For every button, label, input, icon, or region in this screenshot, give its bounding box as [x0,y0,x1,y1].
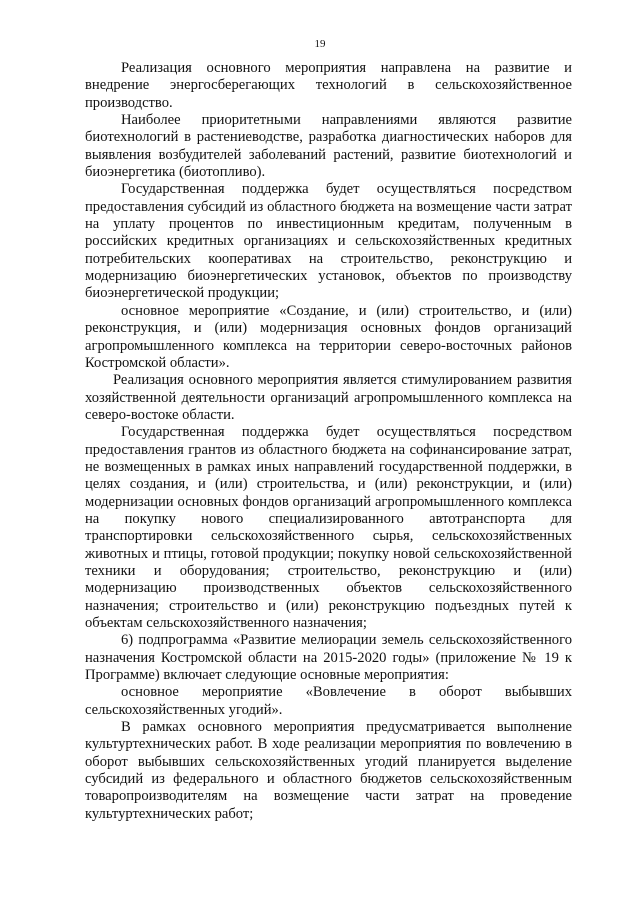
paragraph: Государственная поддержка будет осуществляться посредством предоставления субсидий из областного бюджета на возмещение части затрат на уплату процентов по инвестиционным кредитам, полученным в российских кредитных организациях и сельскохозяйственных кредитных потребительских кооперативах на строительство, реконструкцию и модернизацию биоэнергетических установок, объектов по производству биоэнергетической продукции; [85,181,572,302]
paragraph: Наиболее приоритетными направлениями являются развитие биотехнологий в растениеводстве, разработка диагностических наборов для выявления возбудителей заболеваний растений, развитие биотехнологий и биоэнергетика (биотопливо). [85,112,572,181]
paragraph: 6) подпрограмма «Развитие мелиорации земель сельскохозяйственного назначения Костромской области на 2015-2020 годы» (приложение № 19 к Программе) включает следующие основные мероприятия: [85,632,572,684]
document-body [85,60,572,823]
paragraph: В рамках основного мероприятия предусматривается выполнение культуртехнических работ. В ходе реализации мероприятия по вовлечению в оборот выбывших сельскохозяйственных угодий планируется выделение субсидий из федерального и областного бюджетов сельскохозяйственным товаропроизводителям на возмещение части затрат на проведение культуртехнических работ; [85,719,572,822]
page-number: 19 [314,38,326,50]
paragraph: основное мероприятие «Создание, и (или) строительство, и (или) реконструкция, и (или) модернизация основных фондов организаций агропромышленного комплекса на территории северо-восточных районов Костромской области». [85,302,572,371]
paragraph: основное мероприятие «Вовлечение в оборот выбывших сельскохозяйственных угодий». [85,684,572,718]
paragraph: Реализация основного мероприятия является стимулированием развития хозяйственной деятельности организаций агропромышленного комплекса на северо-востоке области. [85,372,572,423]
paragraph: Государственная поддержка будет осуществляться посредством предоставления грантов из областного бюджета на софинансирование затрат, не возмещенных в рамках иных направлений государственной поддержки, в целях создания, и (или) строительства, и (или) реконструкции, и (или) модернизации основных фондов организаций агропромышленного комплекса на покупку нового специализированного автотранспорта для транспортировки сельскохозяйственного сырья, сельскохозяйственных животных и птицы, готовой продукции; покупку новой сельскохозяйственной техники и оборудования; строительство, реконструкцию и (или) модернизацию производственных объектов сельскохозяйственного назначения; строительство и (или) реконструкцию подъездных путей к объектам сельскохозяйственного назначения; [85,424,572,631]
paragraph: Реализация основного мероприятия направлена на развитие и внедрение энергосберегающих технологий в сельскохозяйственное производство. [85,60,572,111]
